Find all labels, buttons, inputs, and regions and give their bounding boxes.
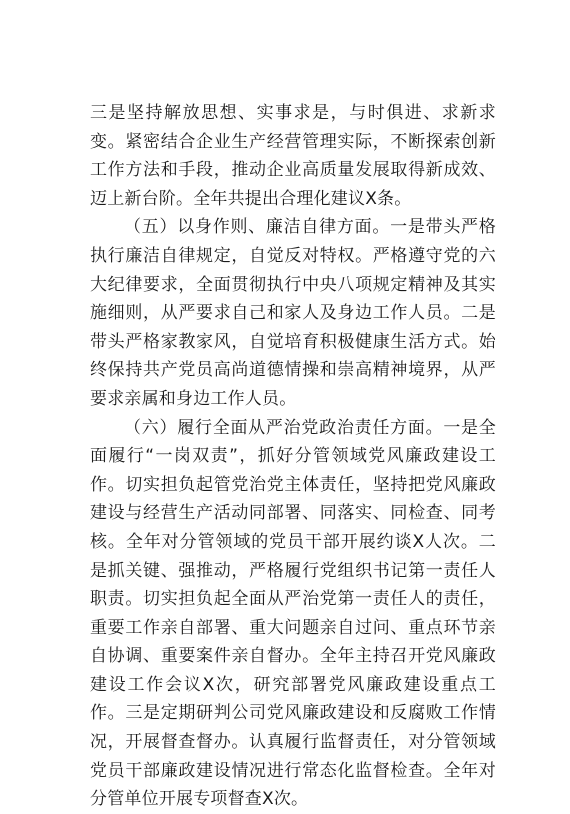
- paragraph-section-five: （五）以身作则、廉洁自律方面。一是带头严格执行廉洁自律规定，自觉反对特权。严格遵守党的六大纪律要求，全面贯彻执行中央八项规定精神及其实施细则，从严要求自己和家人及身边工作人员。二是带头严格家教家风，自觉培育积极健康生活方式。始终保持共产党员高尚道德情操和崇高精神境界，从严要求亲属和身边工作人员。: [90, 217, 496, 409]
- paragraph-continued: 三是坚持解放思想、实事求是，与时俱进、求新求变。紧密结合企业生产经营管理实际，不断探索创新工作方法和手段，推动企业高质量发展取得新成效、迈上新台阶。全年共提出合理化建议X条。: [90, 103, 496, 209]
- document-body: [90, 99, 496, 814]
- paragraph-section-six: （六）履行全面从严治党政治责任方面。一是全面履行“一岗双责”，抓好分管领域党风廉政建设工作。切实担负起管党治党主体责任，坚持把党风廉政建设与经营生产活动同部署、同落实、同检查、同考核。全年对分管领域的党员干部开展约谈X人次。二是抓关键、强推动，严格履行党组织书记第一责任人职责。切实担负起全面从严治党第一责任人的责任，重要工作亲自部署、重大问题亲自过问、重点环节亲自协调、重要案件亲自督办。全年主持召开党风廉政建设工作会议X次，研究部署党风廉政建设重点工作。三是定期研判公司党风廉政建设和反腐败工作情况，开展督查督办。认真履行监督责任，对分管领域党员干部廉政建设情况进行常态化监督检查。全年对分管单位开展专项督查X次。: [90, 417, 496, 810]
